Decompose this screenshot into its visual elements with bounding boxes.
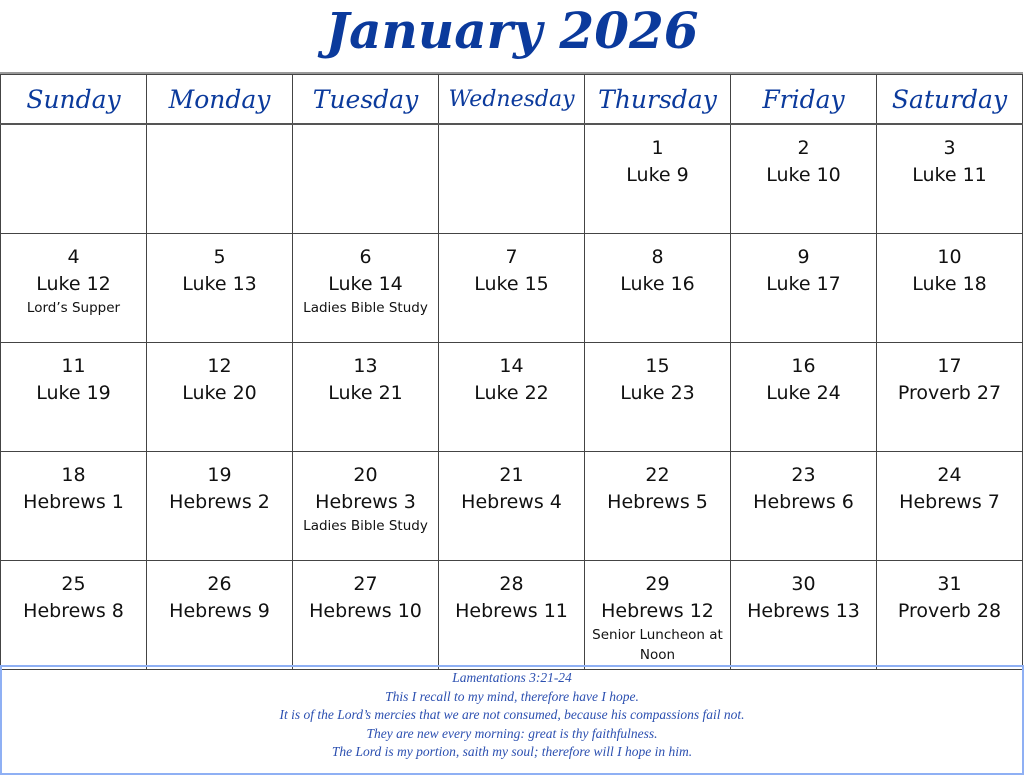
day-cell xyxy=(147,452,293,561)
day-cell xyxy=(585,343,731,452)
day-number: 4 xyxy=(67,246,80,268)
day-cell xyxy=(731,452,877,561)
reading-assignment: Luke 21 xyxy=(328,382,403,404)
weekday-header-saturday: Saturday xyxy=(877,75,1023,125)
week-row xyxy=(1,561,1023,670)
day-number: 6 xyxy=(359,246,372,268)
day-number: 12 xyxy=(207,355,232,377)
empty-day-cell xyxy=(439,124,585,234)
week-row xyxy=(1,124,1023,234)
reading-assignment: Hebrews 3 xyxy=(315,491,416,513)
reading-assignment: Hebrews 6 xyxy=(753,491,854,513)
event-note: Lord’s Supper xyxy=(26,300,121,316)
reading-assignment: Luke 9 xyxy=(626,164,689,186)
week-row xyxy=(1,343,1023,452)
weekday-header-row xyxy=(1,75,1023,125)
reading-assignment: Hebrews 10 xyxy=(309,600,422,622)
day-number: 13 xyxy=(353,355,378,377)
reading-assignment: Luke 10 xyxy=(766,164,841,186)
day-number: 10 xyxy=(937,246,962,268)
day-cell xyxy=(585,561,731,670)
weekday-header-wednesday: Wednesday xyxy=(439,75,585,125)
day-number: 2 xyxy=(797,137,810,159)
reading-assignment: Luke 23 xyxy=(620,382,695,404)
reading-assignment: Proverb 28 xyxy=(897,600,1002,622)
day-cell xyxy=(1,561,147,670)
reading-assignment: Proverb 27 xyxy=(897,382,1002,404)
day-number: 20 xyxy=(353,464,378,486)
day-number: 3 xyxy=(943,137,956,159)
reading-assignment: Luke 18 xyxy=(912,273,987,295)
reading-assignment: Luke 11 xyxy=(912,164,987,186)
day-cell xyxy=(293,234,439,343)
day-number: 18 xyxy=(61,464,86,486)
scripture-line: The Lord is my portion, saith my soul; therefore will I hope in him. xyxy=(331,744,693,759)
day-cell xyxy=(147,561,293,670)
reading-assignment: Luke 24 xyxy=(766,382,841,404)
calendar-title: January 2026 xyxy=(325,1,699,60)
reading-assignment: Hebrews 7 xyxy=(899,491,1000,513)
day-number: 30 xyxy=(791,573,816,595)
day-number: 14 xyxy=(499,355,524,377)
reading-assignment: Hebrews 5 xyxy=(607,491,708,513)
day-cell xyxy=(1,452,147,561)
day-cell xyxy=(147,234,293,343)
day-number: 1 xyxy=(651,137,664,159)
day-cell xyxy=(877,234,1023,343)
reading-assignment: Luke 22 xyxy=(474,382,549,404)
weekday-header-monday: Monday xyxy=(147,75,293,125)
day-cell xyxy=(439,234,585,343)
reading-assignment: Luke 14 xyxy=(328,273,403,295)
day-cell xyxy=(731,343,877,452)
scripture-line: It is of the Lord’s mercies that we are not consumed, because his compassions fail not. xyxy=(279,707,745,722)
day-cell xyxy=(585,234,731,343)
day-number: 17 xyxy=(937,355,962,377)
week-row xyxy=(1,234,1023,343)
day-cell xyxy=(877,124,1023,234)
day-number: 9 xyxy=(797,246,810,268)
reading-assignment: Hebrews 4 xyxy=(461,491,562,513)
scripture-line: They are new every morning: great is thy faithfulness. xyxy=(366,725,658,741)
weekday-header-thursday: Thursday xyxy=(585,75,731,125)
day-number: 8 xyxy=(651,246,664,268)
reading-assignment: Hebrews 11 xyxy=(455,600,568,622)
day-number: 22 xyxy=(645,464,670,486)
day-number: 11 xyxy=(61,355,86,377)
reading-assignment: Hebrews 13 xyxy=(747,600,860,622)
day-number: 24 xyxy=(937,464,962,486)
reading-assignment: Luke 15 xyxy=(474,273,549,295)
day-number: 23 xyxy=(791,464,816,486)
day-number: 16 xyxy=(791,355,816,377)
day-cell xyxy=(877,452,1023,561)
day-cell xyxy=(293,343,439,452)
day-cell xyxy=(147,343,293,452)
scripture-footer xyxy=(0,665,1024,775)
reading-assignment: Luke 20 xyxy=(182,382,257,404)
day-cell xyxy=(877,561,1023,670)
calendar-body xyxy=(1,124,1023,670)
scripture-reference: Lamentations 3:21-24 xyxy=(452,670,572,685)
day-number: 27 xyxy=(353,573,378,595)
day-number: 26 xyxy=(207,573,232,595)
empty-day-cell xyxy=(147,124,293,234)
event-note: Ladies Bible Study xyxy=(303,300,428,316)
reading-assignment: Luke 16 xyxy=(620,273,695,295)
day-cell xyxy=(293,452,439,561)
event-note: Ladies Bible Study xyxy=(303,518,428,534)
day-cell xyxy=(439,343,585,452)
reading-assignment: Hebrews 12 xyxy=(601,600,714,622)
day-cell xyxy=(1,343,147,452)
day-cell xyxy=(877,343,1023,452)
day-number: 25 xyxy=(61,573,86,595)
day-number: 29 xyxy=(645,573,670,595)
reading-assignment: Luke 12 xyxy=(36,273,111,295)
day-cell xyxy=(439,452,585,561)
empty-day-cell xyxy=(293,124,439,234)
reading-assignment: Luke 13 xyxy=(182,273,257,295)
day-number: 28 xyxy=(499,573,524,595)
day-number: 19 xyxy=(207,464,232,486)
reading-assignment: Hebrews 8 xyxy=(23,600,124,622)
weekday-header-sunday: Sunday xyxy=(1,75,147,125)
day-number: 5 xyxy=(213,246,226,268)
day-cell xyxy=(731,561,877,670)
reading-assignment: Hebrews 9 xyxy=(169,600,270,622)
empty-day-cell xyxy=(1,124,147,234)
day-cell xyxy=(585,452,731,561)
reading-assignment: Hebrews 2 xyxy=(169,491,270,513)
day-cell xyxy=(293,561,439,670)
reading-assignment: Luke 17 xyxy=(766,273,841,295)
day-cell xyxy=(731,124,877,234)
calendar-grid xyxy=(0,72,1023,665)
weekday-header-tuesday: Tuesday xyxy=(293,75,439,125)
weekday-header-friday: Friday xyxy=(731,75,877,125)
day-number: 21 xyxy=(499,464,524,486)
day-cell xyxy=(1,234,147,343)
day-cell xyxy=(731,234,877,343)
day-cell xyxy=(439,561,585,670)
scripture-line: This I recall to my mind, therefore have I hope. xyxy=(385,688,639,704)
day-cell xyxy=(585,124,731,234)
day-number: 31 xyxy=(937,573,962,595)
reading-assignment: Hebrews 1 xyxy=(23,491,124,513)
day-number: 7 xyxy=(505,246,518,268)
week-row xyxy=(1,452,1023,561)
reading-assignment: Luke 19 xyxy=(36,382,111,404)
event-note: Senior Luncheon at Noon xyxy=(592,627,723,663)
day-number: 15 xyxy=(645,355,670,377)
